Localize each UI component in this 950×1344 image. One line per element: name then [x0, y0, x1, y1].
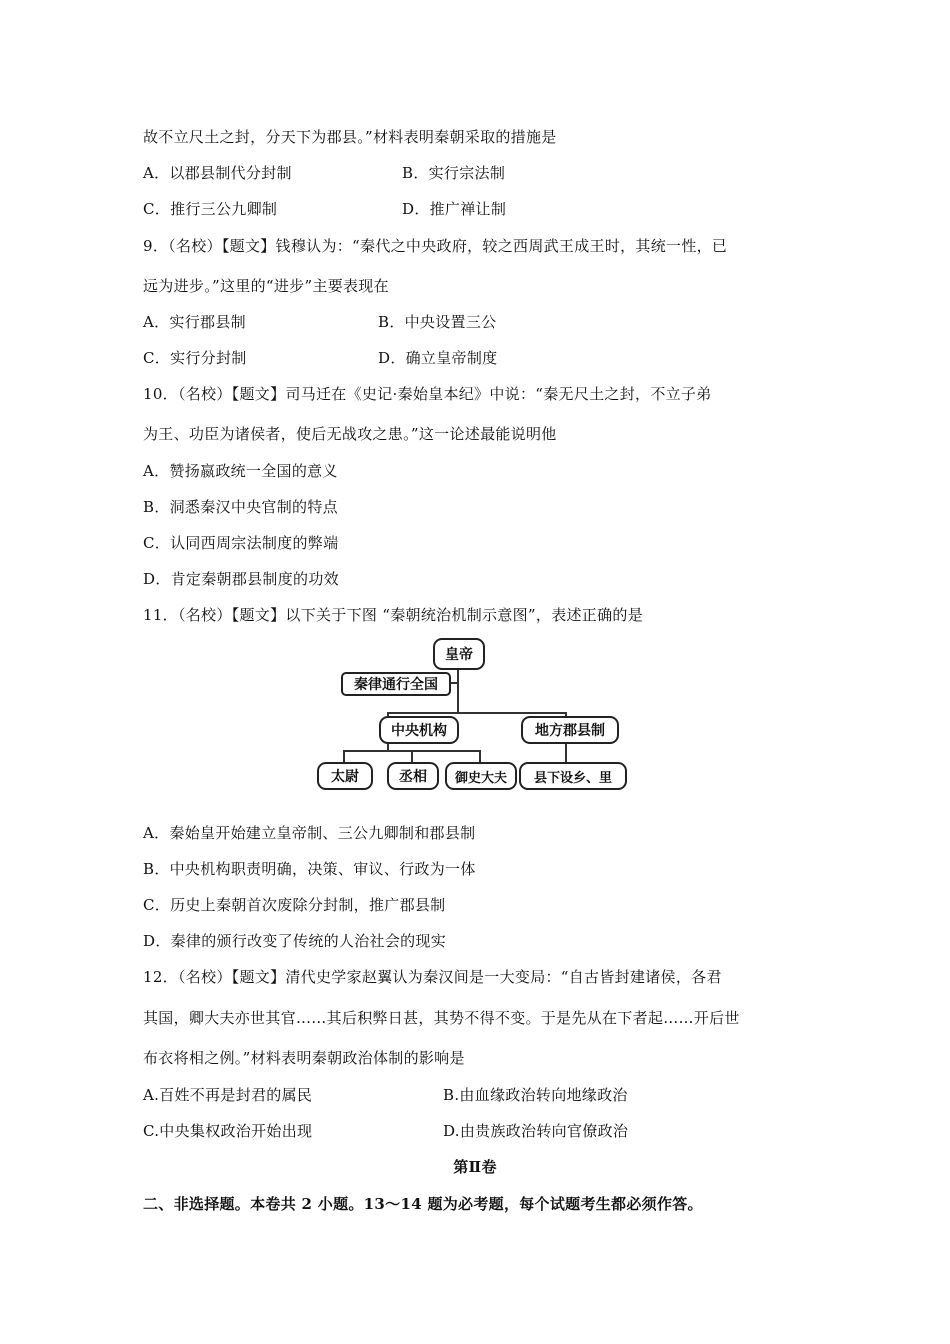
box-local: 地方郡县制 — [521, 716, 619, 744]
question-12-cont1: 其国，卿大夫亦世其官……其后积弊日甚，其势不得不变。于是先从在下者起……开后世 — [143, 1009, 740, 1027]
option-10a: A．赞扬嬴政统一全国的意义 — [143, 462, 338, 480]
option-12a: A.百姓不再是封君的属民 — [143, 1086, 313, 1104]
box-xiang-li: 县下设乡、里 — [519, 762, 627, 790]
question-12-cont2: 布衣将相之例。”材料表明秦朝政治体制的影响是 — [143, 1049, 465, 1067]
question-10: 10．（名校）【题文】司马迁在《史记·秦始皇本纪》中说：“秦无尺土之封，不立子弟 — [143, 385, 712, 403]
option-12c: C.中央集权政治开始出现 — [143, 1122, 313, 1140]
qin-governance-diagram — [315, 630, 635, 800]
option-9c: C．实行分封制 — [143, 349, 247, 367]
option-12b: B.由血缘政治转向地缘政治 — [443, 1086, 628, 1104]
option-9d: D．确立皇帝制度 — [378, 349, 498, 367]
option-9b: B．中央设置三公 — [378, 313, 497, 331]
option-12d: D.由贵族政治转向官僚政治 — [443, 1122, 629, 1140]
box-qin-law: 秦律通行全国 — [341, 672, 451, 696]
option-10d: D．肯定秦朝郡县制度的功效 — [143, 570, 339, 588]
option-10c: C．认同西周宗法制度的弊端 — [143, 534, 339, 552]
question-9: 9．（名校）【题文】钱穆认为：“秦代之中央政府，较之西周武王成王时，其统一性，已 — [143, 237, 728, 255]
box-yushi: 御史大夫 — [445, 762, 517, 790]
option-8c: C．推行三公九卿制 — [143, 200, 278, 218]
option-11a: A．秦始皇开始建立皇帝制、三公九卿制和郡县制 — [143, 824, 476, 842]
text-line: 故不立尺土之封，分天下为郡县。”材料表明秦朝采取的措施是 — [143, 128, 557, 146]
option-8a: A．以郡县制代分封制 — [143, 164, 292, 182]
section-title: 第Ⅱ卷 — [453, 1158, 497, 1176]
question-12: 12．（名校）【题文】清代史学家赵翼认为秦汉间是一大变局：“自古皆封建诸侯，各君 — [143, 968, 722, 986]
option-8b: B．实行宗法制 — [402, 164, 506, 182]
option-11b: B．中央机构职责明确，决策、审议、行政为一体 — [143, 860, 476, 878]
option-9a: A．实行郡县制 — [143, 313, 246, 331]
option-8d: D．推广禅让制 — [402, 200, 507, 218]
box-emperor: 皇帝 — [433, 638, 485, 670]
part-2-heading: 二、非选择题。本卷共 2 小题。13～14 题为必考题，每个试题考生都必须作答。 — [143, 1195, 703, 1213]
option-11c: C．历史上秦朝首次废除分封制，推广郡县制 — [143, 896, 446, 914]
question-11: 11．（名校）【题文】以下关于下图 “秦朝统治机制示意图”，表述正确的是 — [143, 606, 643, 624]
option-11d: D．秦律的颁行改变了传统的人治社会的现实 — [143, 932, 447, 950]
box-taiwei: 太尉 — [317, 762, 373, 790]
option-10b: B．洞悉秦汉中央官制的特点 — [143, 498, 338, 516]
question-9-cont: 远为进步。”这里的“进步”主要表现在 — [143, 277, 389, 295]
question-10-cont: 为王、功臣为诸侯者，使后无战攻之患。”这一论述最能说明他 — [143, 425, 557, 443]
box-central: 中央机构 — [379, 716, 459, 744]
box-chengxiang: 丞相 — [387, 762, 439, 790]
